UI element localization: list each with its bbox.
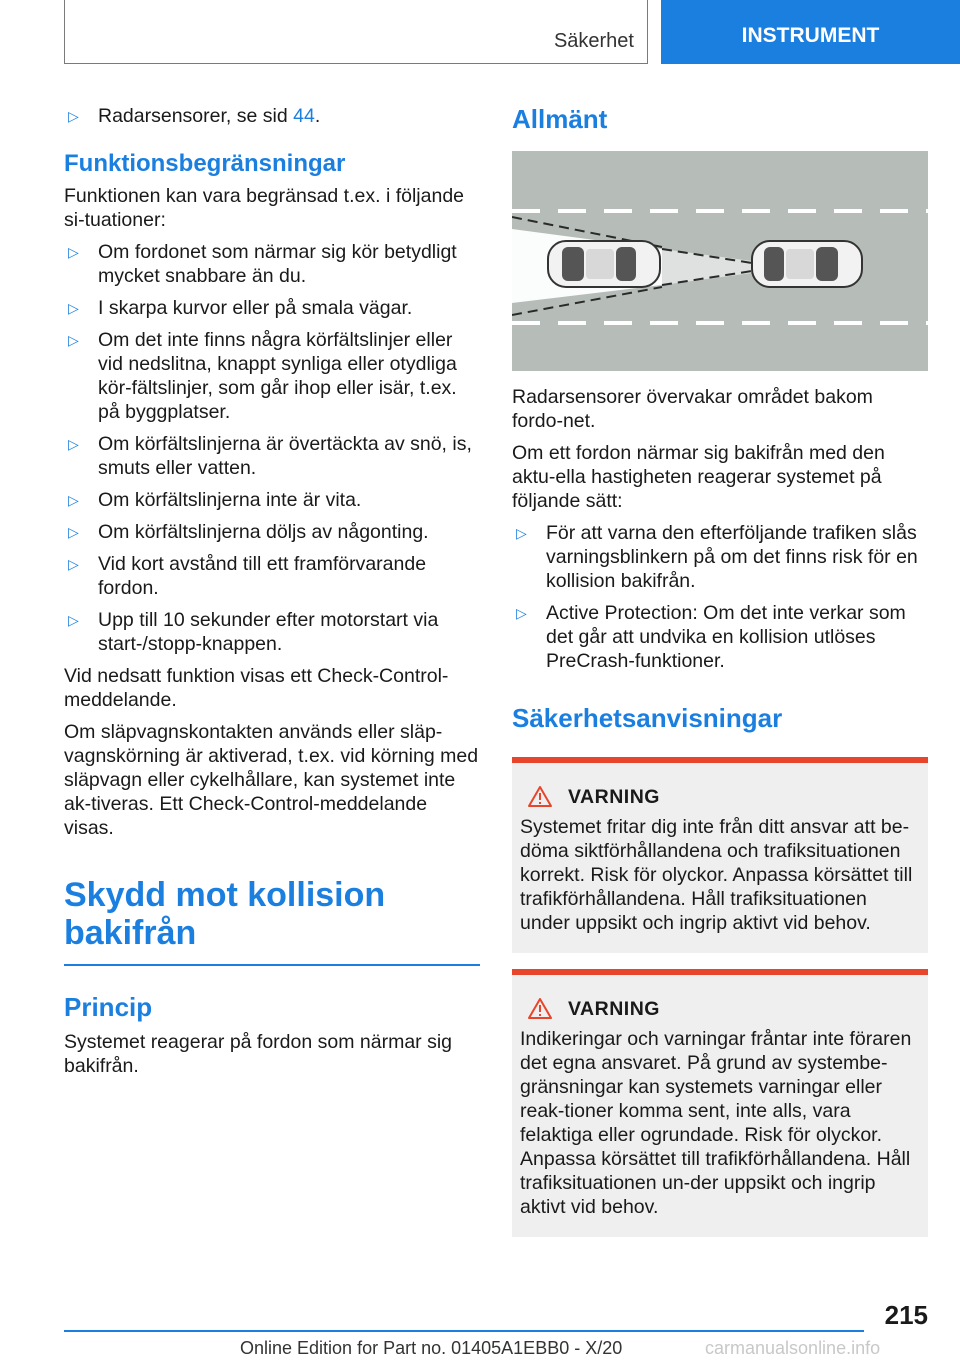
warning-box [512,757,928,953]
list-item [512,601,928,673]
list-item-text: Om körfältslinjerna inte är vita. [98,489,362,511]
rear-radar-illustration [512,151,928,371]
page-link[interactable]: 44 [293,105,315,127]
limits-list [64,240,480,656]
page-number: 215 [884,1300,928,1330]
list-item-text: I skarpa kurvor eller på smala vägar. [98,297,413,319]
triangle-bullet-icon: ▷ [68,524,79,540]
warning-triangle-icon [528,785,568,809]
list-item [64,552,480,600]
safety-heading: Säkerhetsanvisningar [512,703,783,733]
list-item-text: Active Protection: Om det inte verkar som det går att undvika en kollision utlöses PreCrash-funktioner. [546,602,906,672]
list-item-text: Vid kort avstånd till ett framförvarande fordon. [98,553,427,599]
warning-text: Systemet fritar dig inte från ditt ansvar att be-döma siktförhållandena och trafiksituationen korrekt. Risk för olyckor. Anpassa körsättet till trafikförhållandena. Håll trafiksituationen under uppsikt och ingrip aktivt vid behov. [520,816,913,934]
footer-divider [64,1330,864,1332]
car-own [752,241,862,287]
triangle-bullet-icon: ▷ [68,612,79,628]
list-item [64,608,480,656]
general-heading: Allmänt [512,104,608,134]
header-section-title: Säkerhet [553,30,634,52]
principle-heading: Princip [64,992,153,1022]
list-item-text: Om körfältslinjerna är övertäckta av snö, is, smuts eller vatten. [98,433,472,479]
list-item-text: Upp till 10 sekunder efter motorstart via start-/stopp-knappen. [98,609,439,655]
triangle-bullet-icon: ▷ [68,244,79,260]
footer-edition: Online Edition for Part no. 01405A1EBB0 - X/20 [240,1338,623,1358]
list-item-text: För att varna den efterföljande trafiken slås varningsblinkern på om det finns risk för en kollision bakifrån. [546,522,918,592]
section-title [64,876,480,952]
car-approaching [548,241,660,287]
list-item-text: Om körfältslinjerna döljs av någonting. [98,521,429,543]
list-item-text: Om fordonet som närmar sig kör betydligt mycket snabbare än du. [98,241,457,287]
triangle-bullet-icon: ▷ [68,556,79,572]
section-title-line2: bakifrån [64,914,197,952]
principle-text: Systemet reagerar på fordon som närmar sig bakifrån. [64,1031,453,1077]
warning-title: VARNING [568,786,660,808]
left-column [64,104,480,1086]
triangle-bullet-icon: ▷ [516,605,527,621]
warning-triangle-icon [528,997,568,1021]
footer-watermark: carmanualsonline.info [705,1338,881,1358]
list-item [64,104,480,128]
right-column [512,104,928,1249]
section-divider [64,964,480,966]
triangle-bullet-icon: ▷ [516,525,527,541]
bullet-text: Radarsensorer, se sid [98,105,294,127]
list-item [64,488,480,512]
trailer-paragraph: Om släpvagnskontakten används eller släp-vagnskörning är aktiverad, t.ex. vid körning med släpvagn eller cykelhållare, kan systemet inte ak-tiveras. Ett Check-Control-meddelande visas. [64,721,479,839]
triangle-bullet-icon: ▷ [68,436,79,452]
list-item [64,432,480,480]
list-item [512,521,928,593]
warning-text: Indikeringar och varningar fråntar inte föraren det egna ansvaret. På grund av systembe-gränsningar kan systemets varningar eller reak-tioner komma sent, inte alls, vara felaktiga eller ogrundade. Risk för olyckor. Anpassa körsättet till trafikförhållandena. Håll trafiksituationen un-der uppsikt och ingrip aktivt vid behov. [520,1028,912,1218]
radar-diagram [512,151,928,371]
list-item [64,520,480,544]
limits-heading: Funktionsbegränsningar [64,150,346,177]
triangle-bullet-icon: ▷ [68,108,79,124]
triangle-bullet-icon: ▷ [68,332,79,348]
limits-intro: Funktionen kan vara begränsad t.ex. i följande si-tuationer: [64,185,465,231]
illustration-caption: Radarsensorer övervakar området bakom fordo-net. [512,386,873,432]
warning-title: VARNING [568,998,660,1020]
list-item [64,328,480,424]
reduced-function-paragraph: Vid nedsatt funktion visas ett Check-Control-meddelande. [64,665,449,711]
list-item [64,296,480,320]
list-item [64,240,480,288]
section-title-line1: Skydd mot kollision [64,876,386,914]
header-tab-instrument[interactable]: INSTRUMENT [661,0,960,64]
triangle-bullet-icon: ▷ [68,492,79,508]
list-item-text: Om det inte finns några körfältslinjer eller vid nedslitna, knappt synliga eller otydliga kör-fältslinjer, som går ihop eller isär, t.ex. på byggplatser. [98,329,457,423]
reaction-intro: Om ett fordon närmar sig bakifrån med den aktu-ella hastigheten reagerar systemet på följande sätt: [512,442,885,512]
bullet-suffix: . [314,105,321,127]
warning-box [512,969,928,1237]
triangle-bullet-icon: ▷ [68,300,79,316]
